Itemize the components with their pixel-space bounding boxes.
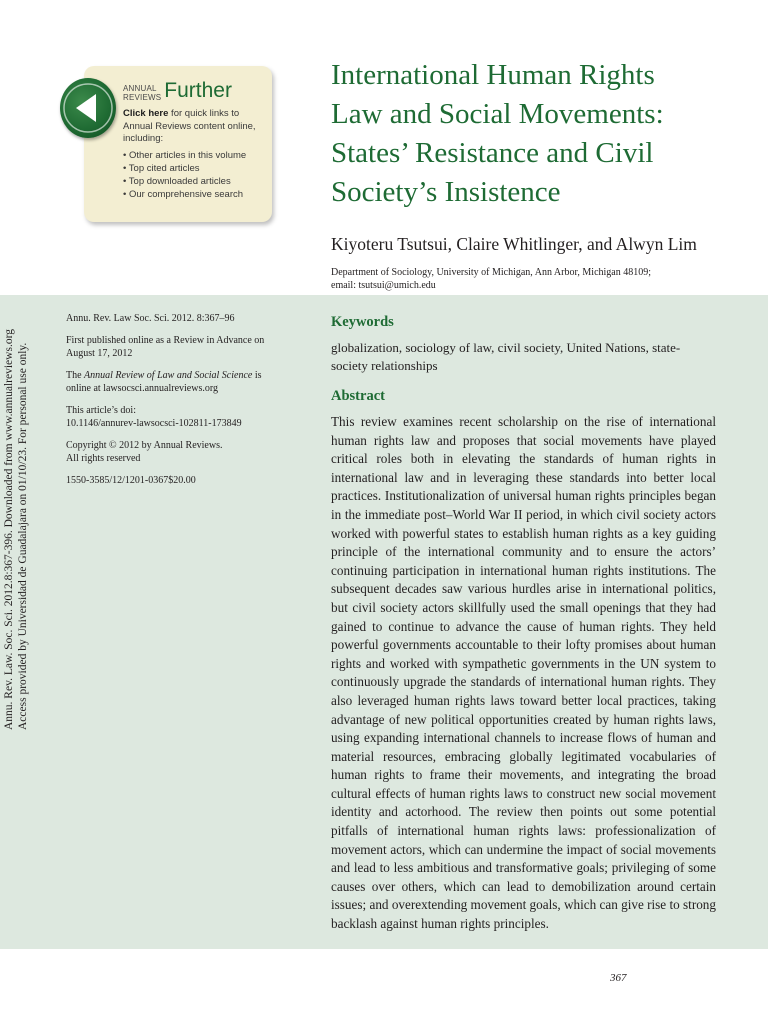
copyright: Copyright © 2012 by Annual Reviews. All rights reserved: [66, 440, 223, 464]
authors: Kiyoteru Tsutsui, Claire Whitlinger, and Alwyn Lim: [331, 234, 697, 254]
abstract-heading: Abstract: [331, 388, 385, 404]
click-here-text: for quick links to Annual Reviews content online, including:: [123, 108, 256, 144]
article-title: International Human Rights Law and Social Movements: States’ Resistance and Civil Society’s Insistence: [331, 59, 664, 208]
further-item-top-cited[interactable]: • Top cited articles: [123, 162, 200, 174]
further-item-search[interactable]: • Our comprehensive search: [123, 188, 244, 200]
affiliation: Department of Sociology, University of Michigan, Ann Arbor, Michigan 48109; email: tsutsui@umich.edu: [331, 267, 652, 291]
keywords-heading: Keywords: [331, 314, 394, 330]
further-word: Further: [164, 79, 232, 102]
click-here-link[interactable]: Click here: [123, 108, 169, 119]
citation: Annu. Rev. Law Soc. Sci. 2012. 8:367–96: [66, 313, 235, 324]
journal-note: The Annual Review of Law and Social Science is online at lawsocsci.annualreviews.org: [66, 370, 262, 394]
further-body: [123, 108, 269, 201]
back-arrow-icon[interactable]: [60, 78, 116, 138]
page-number: 367: [610, 972, 627, 984]
issn: 1550-3585/12/1201-0367$20.00: [66, 475, 196, 486]
further-heading: [123, 80, 232, 102]
abstract-text: This review examines recent scholarship on the rise of international human rights law and proposes that social movements have played critical roles both in elevating the standards of human rights in international law and in leveraging these standards into better local practices. Institutionalization of universal human rights principles began in the immediate post–World War II period, in which civil society actors worked with powerful states to establish human rights as a key guiding principle of the international community and to ensure the actors’ continuing participation in international human rights institutions. The subsequent decades saw various hurdles arise in international politics, but civil society actors skillfully used the small openings that they had gained to continue to advance the cause of human rights. They held powerful governments accountable to their lofty promises about human rights and worked with sympathetic governments in the UN system to continuously upgrade the standards of international human rights. They also leveraged human rights laws toward better local practices, taking advantage of new political opportunities created by human rights laws, using expanding international channels to increase flows of human and material resources, embracing globally legitimated vocabularies of human rights to frame their movements, and integrating the broad cultural effects of human rights laws to construct new social movement identity and actorhood. The review then points out some potential pitfalls of international human rights laws: professionalization of movement actors, which can undermine the impact of social movements and lead to less ambitious and transformative goals; privileging of some causes over others, which can lead to demobilization around certain issues; and overextending movement goals, which can give rise to strong backlash against human rights principles.: [331, 414, 716, 932]
keywords-text: globalization, sociology of law, civil society, United Nations, state-society relationships: [331, 340, 681, 373]
first-published: First published online as a Review in Advance on August 17, 2012: [66, 335, 265, 359]
further-item-other-articles[interactable]: • Other articles in this volume: [123, 149, 247, 161]
download-notice: Annu. Rev. Law. Soc. Sci. 2012.8:367-396. Downloaded from www.annualreviews.org Access provided by Universidad de Guadalajara on 01/10/23. For personal use only.: [3, 329, 29, 730]
further-item-top-downloaded[interactable]: • Top downloaded articles: [123, 175, 231, 187]
further-list: [123, 149, 269, 201]
annual-reviews-logo: ANNUAL REVIEWS: [123, 84, 162, 102]
doi: This article’s doi: 10.1146/annurev-lawsocsci-102811-173849: [66, 405, 242, 429]
article-info: [66, 312, 286, 496]
